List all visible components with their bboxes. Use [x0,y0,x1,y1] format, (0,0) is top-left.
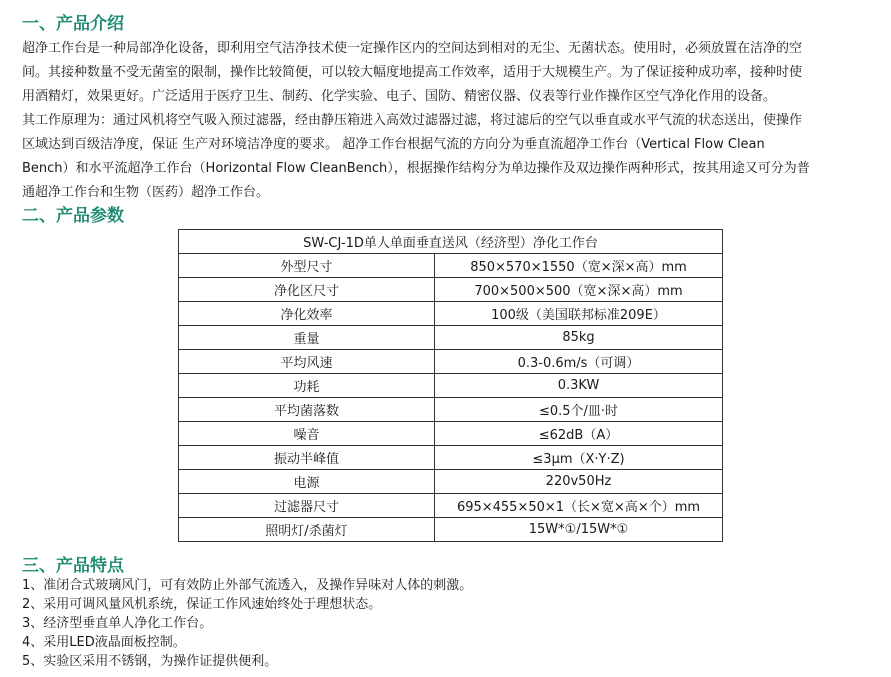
param-value: 85kg [435,326,723,350]
param-label: 净化区尺寸 [179,278,435,302]
table-row [179,302,723,326]
principle-line: 区域达到百级洁净度，保证 生产对环境洁净度的要求。 超净工作台根据气流的方向分为垂直流超净工作台（Vertical Flow Clean [22,137,765,152]
table-row [179,398,723,422]
features-list [22,576,472,671]
param-value: 15W*①/15W*① [435,518,723,542]
feature-item: 4、采用LED液晶面板控制。 [22,635,186,650]
param-label: 平均菌落数 [179,398,435,422]
principle-line: 通超净工作台和生物（医药）超净工作台。 [22,185,270,200]
param-value: 100级（美国联邦标准209E） [435,302,723,326]
feature-item: 1、准闭合式玻璃风门，可有效防止外部气流透入，及操作异味对人体的刺激。 [22,578,473,593]
feature-item: 5、实验区采用不锈钢，为操作证提供便利。 [22,654,278,669]
param-label: 重量 [179,326,435,350]
table-row [179,254,723,278]
table-row [179,494,723,518]
intro-paragraph [22,37,870,205]
params-table [178,229,723,542]
param-value: 0.3-0.6m/s（可调） [435,350,723,374]
principle-line: Bench）和水平流超净工作台（Horizontal Flow CleanBench），根据操作结构分为单边操作及双边操作两种形式，按其用途又可分为普 [22,161,810,176]
param-value: ≤62dB（A） [435,422,723,446]
param-label: 照明灯/杀菌灯 [179,518,435,542]
param-label: 功耗 [179,374,435,398]
table-row [179,374,723,398]
intro-line: 用酒精灯，效果更好。广泛适用于医疗卫生、制药、化学实验、电子、国防、精密仪器、仪表等行业作操作区空气净化作用的设备。 [22,89,777,104]
param-value: 700×500×500（宽×深×高）mm [435,278,723,302]
feature-item: 3、经济型垂直单人净化工作台。 [22,616,213,631]
intro-line: 超净工作台是一种局部净化设备，即利用空气洁净技术使一定操作区内的空间达到相对的无尘、无菌状态。使用时，必须放置在洁净的空 [22,41,803,56]
intro-line: 间。其接种数量不受无菌室的限制，操作比较简便，可以较大幅度地提高工作效率，适用于大规模生产。为了保证接种成功率，接种时使 [22,65,803,80]
param-label: 噪音 [179,422,435,446]
principle-line: 其工作原理为：通过风机将空气吸入预过滤器，经由静压箱进入高效过滤器过滤，将过滤后的空气以垂直或水平气流的状态送出，使操作 [22,113,803,128]
param-value: 220v50Hz [435,470,723,494]
param-label: 过滤器尺寸 [179,494,435,518]
param-value: 0.3KW [435,374,723,398]
table-row [179,422,723,446]
table-row [179,518,723,542]
param-value: ≤3μm（X·Y·Z) [435,446,723,470]
param-label: 平均风速 [179,350,435,374]
table-row [179,278,723,302]
feature-item: 2、采用可调风量风机系统，保证工作风速始终处于理想状态。 [22,597,382,612]
table-row [179,326,723,350]
section-heading-product-params: 二、产品参数 [22,206,124,226]
param-value: 850×570×1550（宽×深×高）mm [435,254,723,278]
table-row [179,446,723,470]
params-table-title: SW-CJ-1D单人单面垂直送风（经济型）净化工作台 [179,230,723,254]
param-value: 695×455×50×1（长×宽×高×个）mm [435,494,723,518]
table-row [179,470,723,494]
param-label: 振动半峰值 [179,446,435,470]
table-row [179,350,723,374]
param-value: ≤0.5个/皿·时 [435,398,723,422]
param-label: 电源 [179,470,435,494]
param-label: 净化效率 [179,302,435,326]
param-label: 外型尺寸 [179,254,435,278]
section-heading-product-intro: 一、产品介绍 [22,14,124,34]
section-heading-product-features: 三、产品特点 [22,556,124,576]
